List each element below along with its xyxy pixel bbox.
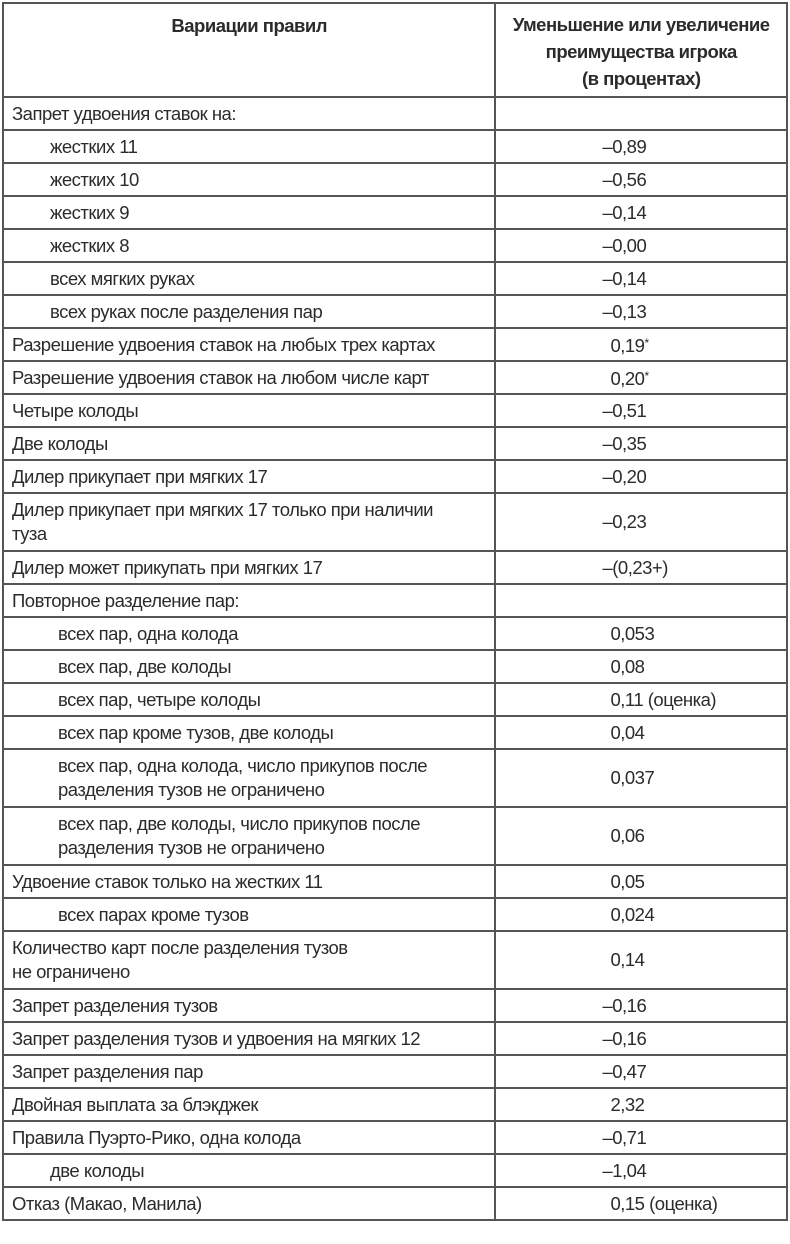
table-row (3, 427, 787, 460)
table-row (3, 931, 787, 989)
table-row (3, 865, 787, 898)
row-value: 0,06 (495, 807, 787, 865)
table-row (3, 1088, 787, 1121)
row-label: жестких 10 (3, 163, 495, 196)
row-label: жестких 8 (3, 229, 495, 262)
row-value: 0,024 (495, 898, 787, 931)
table-row (3, 328, 787, 361)
row-label: всех парах кроме тузов (3, 898, 495, 931)
row-label (3, 749, 495, 807)
row-value: –0,13 (495, 295, 787, 328)
row-value: 0,053 (495, 617, 787, 650)
row-label: Четыре колоды (3, 394, 495, 427)
value-number: 0,20 (610, 368, 645, 389)
row-value: –(0,23+) (495, 551, 787, 584)
row-value: –0,14 (495, 196, 787, 229)
header-player-advantage-change (495, 3, 787, 97)
row-label: Две колоды (3, 427, 495, 460)
header-line: преимущества игрока (545, 40, 737, 62)
row-label (3, 931, 495, 989)
row-value: 2,32 (495, 1088, 787, 1121)
row-value: –0,47 (495, 1055, 787, 1088)
row-value: 0,037 (495, 749, 787, 807)
table-row (3, 1187, 787, 1220)
row-value: –0,16 (495, 989, 787, 1022)
row-value (495, 97, 787, 130)
row-value: –0,00 (495, 229, 787, 262)
row-label: жестких 9 (3, 196, 495, 229)
row-label-line: всех пар, одна колода, число прикупов после (58, 755, 428, 776)
row-label-line: Количество карт после разделения тузов (12, 937, 348, 958)
table-row (3, 1022, 787, 1055)
table-row (3, 989, 787, 1022)
row-value: –0,14 (495, 262, 787, 295)
table-row (3, 650, 787, 683)
row-label: всех пар, четыре колоды (3, 683, 495, 716)
row-label: Дилер может прикупать при мягких 17 (3, 551, 495, 584)
row-label: всех пар кроме тузов, две колоды (3, 716, 495, 749)
row-value: –0,89 (495, 130, 787, 163)
table-row (3, 898, 787, 931)
row-label: Правила Пуэрто-Рико, одна колода (3, 1121, 495, 1154)
row-label: всех пар, одна колода (3, 617, 495, 650)
table-row (3, 97, 787, 130)
row-value: –0,16 (495, 1022, 787, 1055)
table-row (3, 460, 787, 493)
row-value: –0,56 (495, 163, 787, 196)
row-label: Запрет разделения тузов (3, 989, 495, 1022)
table-row (3, 807, 787, 865)
row-value: 0,15 (оценка) (495, 1187, 787, 1220)
row-value: –0,35 (495, 427, 787, 460)
row-value: 0,08 (495, 650, 787, 683)
header-line: (в процентах) (581, 67, 701, 89)
row-value: 0,11 (оценка) (495, 683, 787, 716)
table-row (3, 1121, 787, 1154)
value-number: 0,19 (610, 335, 645, 356)
table-row (3, 617, 787, 650)
footnote-asterisk: * (644, 336, 649, 350)
row-label: Повторное разделение пар: (3, 584, 495, 617)
row-label: Удвоение ставок только на жестких 11 (3, 865, 495, 898)
table-row (3, 130, 787, 163)
row-label: жестких 11 (3, 130, 495, 163)
row-value: –0,23 (495, 493, 787, 551)
row-value (495, 584, 787, 617)
table-row (3, 1055, 787, 1088)
table-row (3, 716, 787, 749)
row-value (495, 361, 787, 394)
table-row (3, 1154, 787, 1187)
table-row (3, 551, 787, 584)
row-value: 0,04 (495, 716, 787, 749)
table-row (3, 163, 787, 196)
row-label: всех руках после разделения пар (3, 295, 495, 328)
row-value: –1,04 (495, 1154, 787, 1187)
rule-variations-table (2, 2, 788, 1221)
table-row (3, 683, 787, 716)
row-value (495, 328, 787, 361)
row-label: всех пар, две колоды (3, 650, 495, 683)
row-label-line: разделения тузов не ограничено (58, 779, 325, 800)
row-value: –0,20 (495, 460, 787, 493)
header-line: Уменьшение или увеличение (512, 13, 770, 35)
footnote-asterisk: * (644, 369, 649, 383)
row-label-line: разделения тузов не ограничено (58, 837, 325, 858)
row-label: две колоды (3, 1154, 495, 1187)
row-label: Запрет разделения пар (3, 1055, 495, 1088)
row-label-line: не ограничено (12, 961, 130, 982)
table-row (3, 493, 787, 551)
row-label: Запрет удвоения ставок на: (3, 97, 495, 130)
table-row (3, 361, 787, 394)
row-value: –0,51 (495, 394, 787, 427)
table-row (3, 295, 787, 328)
table-row (3, 394, 787, 427)
row-value: 0,14 (495, 931, 787, 989)
row-label: Разрешение удвоения ставок на любых трех картах (3, 328, 495, 361)
row-label: Разрешение удвоения ставок на любом числе карт (3, 361, 495, 394)
row-label-line: Дилер прикупает при мягких 17 только при наличии (12, 499, 433, 520)
row-label: Дилер прикупает при мягких 17 (3, 460, 495, 493)
header-rule-variations: Вариации правил (3, 3, 495, 97)
table-row (3, 749, 787, 807)
row-label (3, 493, 495, 551)
row-label: Двойная выплата за блэкджек (3, 1088, 495, 1121)
row-value: 0,05 (495, 865, 787, 898)
row-label-line: туза (12, 523, 47, 544)
table-row (3, 262, 787, 295)
row-label: Запрет разделения тузов и удвоения на мягких 12 (3, 1022, 495, 1055)
header-row (3, 3, 787, 97)
table-row (3, 196, 787, 229)
row-label-line: всех пар, две колоды, число прикупов после (58, 813, 421, 834)
table-row (3, 229, 787, 262)
row-value: –0,71 (495, 1121, 787, 1154)
row-label: всех мягких руках (3, 262, 495, 295)
row-label (3, 807, 495, 865)
row-label: Отказ (Макао, Манила) (3, 1187, 495, 1220)
table-row (3, 584, 787, 617)
